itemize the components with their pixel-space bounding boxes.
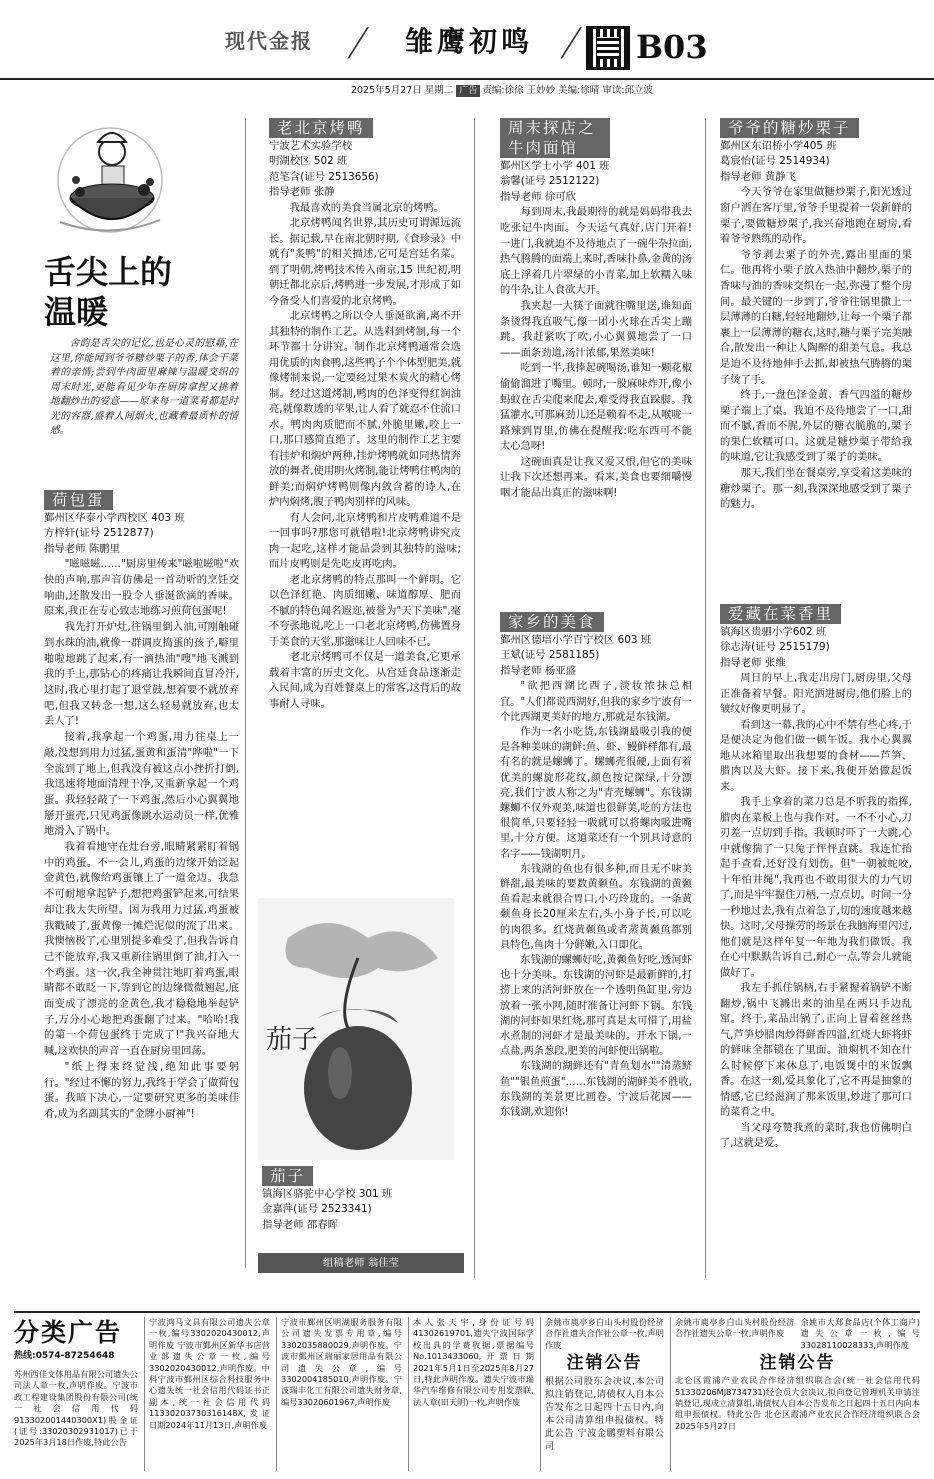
chef-illustration — [40, 112, 180, 244]
article-teacher: 指导老师 张维 — [720, 656, 786, 669]
article-teacher: 指导老师 黄静飞 — [720, 170, 797, 183]
paragraph: 我着看地守在灶台旁,眼睛紧紧盯着锅中的鸡蛋。不一会儿,鸡蛋的边缘开始泛起金黄色,就像给鸡蛋镶上了一道金边。我急不可耐地拿起铲子,想把鸡蛋铲起来,可结果却让我大失所望。因为我用力过猛,鸡蛋被我戳破了,蛋黄像一摊烂泥似的流了出来。我懊恼极了,心里别提多难受了,但我告诉自己不能放弃,我又重新往锅里倒了油,打入一个鸡蛋。这一次,我全神贯注地盯着鸡蛋,眼睛都不敢眨一下,等到它的边缘微微翘起,底面变成了漂亮的金黄色,我才稳稳地举起铲子,万分小心地把鸡蛋翻了过来。"哈哈!我的第一个荷包蛋终于完成了!"我兴奋地大喊,这欢快的声音一直在厨房里回荡。 — [44, 841, 239, 1058]
paragraph: 周日的早上,我走出房门,厨房里,父母正准备着早餐。阳光洒进厨房,他们脸上的皱纹好像更明显了。 — [720, 673, 912, 716]
article-heading: 爱藏在菜香里 — [720, 604, 841, 624]
paragraph: 吃到一半,我捧起碗喝汤,谁知一颗花椒偷偷溜进了嘴里。顿时,一股麻味炸开,像小蚂蚁在舌尖爬来爬去,难受得我直跺脚。我猛灌水,可那麻劲儿还是赖着不走,从喉咙一路辣到胃里,仿佛在提醒我:吃东西可不能太心急呀! — [500, 362, 692, 453]
ad-text: 本人张天宇,身份证号码41302619701,遗失宁波国际学校出具的学费收据,票据编号No.1013433060,开票日期2021年5月1日至2025年8月27日,特此声明作废。遗失宁波市瑞华汽车维修有限公司专用发票联,法人章(田天明)一枚,声明作废 — [408, 1317, 534, 1471]
paragraph: 我手上拿着的菜刀总是不听我的指挥,腊肉在菜板上也与我作对。一不不小心,刀刃差一点切到手指。我顿时吓了一大跳,心中就像揣了一只兔子怦怦直跳。我连忙抬起手查看,还好没有划伤。但"一朝被蛇咬,十年怕井绳",我再也不敢用很大的力气切了,而是牢牢握住刀柄,一点点切。时间一分一秒地过去,我有点着急了,切的速度越来越快。这时,父母操劳的场景在我脑海里闪过,他们就是这样年复一年地为我们做饭。我在心中默默告诉自己,耐心一点,等会儿就能做好了。 — [720, 797, 912, 979]
article-body — [500, 205, 692, 501]
ads-title: 分类广告 — [14, 1318, 123, 1347]
paragraph: 爷爷剥去栗子的外壳,露出里面的果仁。他再将小栗子放入热油中翻炒,栗子的香味与油的香味交织在一起,弥漫了整个房间。最关键的一步到了,爷爷往锅里撒上一层薄薄的白糖,轻轻地翻炒,让每一个栗子都裹上一层薄薄的糖衣,这时,糖与栗子完美融合,散发出一种让人陶醉的甜美气息。我总是迫不及待地伸手去抓,却被热气腾腾的栗子烫了手。 — [720, 248, 912, 386]
cancellation-title: 注销公告 — [566, 1353, 643, 1374]
paragraph: 我左手抓住锅柄,右手紧握着锅铲不断翻炒,锅中飞溅出来的油星在两只手边乱窜。终于,菜品出锅了,正向上冒着丝丝热气,芦笋炒腊肉炒得鲜香四溢,红烧大虾将虾的鲜味全都锁在了里面。油焖机不知在什么时候停下来休息了,电饭煲中的米饭飘香。在这一刻,爱具象化了,它不再是抽象的情感,它已经滋润了那米饭里,炒进了那可口的菜肴之中。 — [720, 983, 912, 1119]
article-heading: 茄子 — [262, 1166, 313, 1186]
ad-cancellation-2 — [670, 1317, 920, 1471]
paragraph: 我最喜欢的美食当属北京的烤鸭。 — [289, 201, 445, 214]
ad-tag: 广告 — [456, 85, 480, 97]
paragraph: 东钱湖的螺蛳好吃,黄颡鱼好吃,透河虾也十分美味。东钱湖的河虾是最新鲜的,打捞上来的活河虾放在一个透明鱼缸里,旁边放着一张小网,随时准备让河虾下锅。东钱湖的河虾如果红烧,那可真是太可惜了,用盐水煮制的河虾才是最美味的。开水下锅,一点盐,两条葱段,肥美的河虾便出锅啦。 — [500, 955, 692, 1058]
article-teacher: 指导老师 张静 — [269, 186, 335, 199]
article-teacher: 指导老师 陈鹏里 — [44, 542, 121, 555]
article-teacher: 指导老师 杨亚盛 — [500, 664, 577, 677]
dateline — [0, 84, 934, 98]
page-number: B03 — [636, 28, 708, 66]
paragraph: 每到周末,我最期待的就是妈妈带我去吃张记牛肉面。今天运气真好,店门开着!一进门,我就迫不及待地点了一碗牛杂拉面,热气腾腾的面端上来时,香味扑鼻,金黄的汤底上浮着几片翠绿的小青菜,加上软糯入味的牛杂,让人食欲大开。 — [500, 206, 692, 297]
article-niurou — [500, 118, 692, 502]
column-rule — [474, 118, 475, 1278]
feature-title — [44, 252, 172, 332]
article-author: 徐志涛(证号 2515179) — [720, 641, 830, 654]
ad-text: 余姚市鹿亭乡白山头村股份经济合作社遗失公章一枚,声明作废 — [675, 1317, 795, 1339]
paragraph: "嗞嗞嗞……"厨房里传来"嗞啦嗞啦"欢快的声响,那声音仿佛是一首动听的烹饪交响曲,还散发出一股令人垂涎欲滴的香味。原来,我正在专心致志地练习煎荷包蛋呢! — [44, 558, 239, 618]
column-rule — [705, 118, 706, 1278]
classified-ads — [14, 1311, 920, 1473]
paragraph: 接着,我拿起一个鸡蛋,用力往桌上一敲,没想到用力过猛,蛋黄和蛋清"哗啦"一下全流到了地上,但我没有被这点小挫折打倒,我迅速将地面清理干净,又重新拿起一个鸡蛋。我轻轻敲了一下鸡蛋,然后小心翼翼地掰开蛋壳,只见鸡蛋像跳水运动员一样,优雅地滑入了锅中。 — [44, 731, 239, 838]
article-jiaxiang — [500, 612, 692, 1120]
article-heading: 爷爷的糖炒栗子 — [720, 118, 859, 138]
ad-text: 余姚市鹿亭乡白山头村股份经济合作社遗失合作社公章一枚,声明作废 — [545, 1317, 664, 1350]
feature-intro: 舍韵是舌尖的记忆,也是心灵的慰藉,在这里,你能闻到爷爷糖炒栗子的香,体会干菜着的亲情;尝到牛肉面里麻辣与温暖交织的周末时光,更能看见少年在厨房拿捏又挑着地翻炒出的爱意——原来每一道菜肴都是时光的容器,盛着人间烟火,也藏着最质朴的情感。 — [50, 338, 238, 436]
article-lizi — [720, 118, 912, 513]
qr-code-icon — [586, 26, 630, 70]
article-school: 宁波艺术实验学校 — [269, 139, 353, 152]
article-teacher: 指导老师 徐可欣 — [500, 190, 577, 203]
paragraph: "欲把西湖比西子,淡妆浓抹总相宜。"人们都说西湖好,但我的家乡宁波有一个比西湖更美好的地方,那就是东钱湖。 — [500, 681, 692, 723]
column-rule — [245, 118, 246, 1268]
title-line: 温暖 — [44, 293, 109, 331]
painting-author: 金嘉萍(证号 2523341) — [262, 1203, 372, 1216]
section-title: 雏鹰初鸣 — [405, 25, 534, 58]
ad-cancellation-1 — [540, 1317, 664, 1471]
article-kaoya — [269, 118, 461, 712]
painting-caption: 茄子 — [266, 1025, 319, 1055]
article-aicang — [720, 604, 912, 1152]
staff-credits: 责编:徐徐 王妙妙 美编:徐晴 审读:邱立波 — [482, 85, 654, 96]
masthead — [0, 0, 934, 80]
paragraph: 终于,一盘色泽金黄、香气四溢的糖炒栗子端上了桌。我迫不及待地尝了一口,甜而不腻,香而不腥,外层的糖衣脆脆的,栗子的果仁软糯可口。这就是糖炒栗子带给我的味道,它让我感受到了栗子的美味。 — [720, 389, 912, 464]
paragraph: 东钱湖的鱼也有很多种,而且无不味美鲜甜,最美味的要数黄颡鱼。东钱湖的黄颡鱼看起来就很合胃口,小巧玲珑的。一条黄颡鱼身长20厘米左右,头小身子长,可以吃的肉很多。红烧黄颡鱼或者蒸黄颡鱼都别具特色,鱼肉十分鲜嫩,入口即化。 — [500, 863, 692, 951]
article-author: 方梓轩(证号 2512877) — [44, 527, 154, 540]
article-school: 镇海区贵驷小学602 班 — [720, 625, 827, 638]
article-body — [269, 201, 461, 713]
newspaper-name: 现代金报 — [225, 29, 313, 53]
paragraph: 作为一名小吃货,东钱湖最吸引我的便是各种美味的湖鲜:鱼、虾、鳗鲜样都有,最有名的就是螺蛳了。螺蛳壳很硬,上面有着优美的螺旋形花纹,颜色按记深绿,十分漂亮,我们宁波人称之为"青壳螺蛳"。东钱湖螺蛳不仅外观美,味道也很鲜美,吃的方法也很简单,只要轻轻一吸就可以将螺肉吸进嘴里,十分方便。这道菜还有一个别具诗意的名字——钱湖明月。 — [500, 726, 692, 860]
divider-slash: / — [344, 20, 372, 64]
paragraph: "纸上得来终觉浅,绝知此事要躬行。"经过不懈的努力,我终于学会了做荷包蛋。我暗下决心,一定要研究更多的美味佳肴,成为名副其实的"金牌小厨神"! — [44, 1060, 239, 1120]
article-class: 明湖校区 502 班 — [269, 155, 348, 168]
paragraph: 有人会问,北京烤鸭和片皮鸭难道不是一回事吗?那您可就错啦!北京烤鸭讲究皮肉一起吃,这样才能品尝到其独特的滋味;而片皮鸭则是先吃皮再吃肉。 — [269, 511, 461, 571]
ad-text: 余姚市大郑食品店(个体工商户)遗失公章一枚,编号33028110028333,声明作废 — [800, 1317, 920, 1350]
article-hebaodan — [44, 490, 239, 1123]
article-author: 翁馨(证号 2512122) — [500, 175, 600, 188]
ad-text: 宁波市鄞州区明湖服务服务有限公司遗失发票专用章,编号3302035880029,声明作废。宁波市鄞州区瑞丽家居用品有限公司遗失公章,编号3302004185010,声明作废。宁波瑞丰化工有限公司遗失财务章,编号33020601967,声明作废 — [276, 1317, 402, 1471]
paragraph: 北京烤鸭之所以令人垂涎欲滴,离不开其独特的制作工艺。从选料到烤制,每一个环节都十分讲究。制作北京烤鸭通常会选用优质的肉食鸭,这些鸭子个个体型肥美,就像烤制来说,一定要经过果木炭火的精心烤制。经过这道烤制,鸭肉的色泽变得红润油亮,就像数透的苹果,让人看了就忍不住流口水。鸭肉肉质肥而不腻,外脆里嫩,咬上一口,那口感简直绝了。这里的制作工艺主要有挂炉和焖炉两种,挂炉烤鸭就如同热情奔放的舞者,使用明火烤制,能让烤鸭住鸭肉的鲜美;而焖炉烤鸭则像内敛含蓄的诗人,在炉内焖烤,腹子鸭肉别样的风味。 — [269, 310, 461, 509]
paragraph: 今天爷爷在家里做糖炒栗子,阳光透过窗户洒在客厅里,爷爷手里提着一袋新鲜的栗子,要做糖炒栗子,我兴奋地跑在厨房,看着爷爷熟练的动作。 — [720, 186, 912, 246]
article-school: 鄞州区东诏桥小学405 班 — [720, 139, 837, 152]
article-heading: 荷包蛋 — [44, 490, 113, 510]
editor-credit: 组稿老师 翁佳莹 — [258, 1253, 464, 1273]
painting-teacher: 指导老师 邵春晖 — [262, 1218, 339, 1231]
ad-text: 北仑区霞浦产业农民合作经济组织联合会(统一社会信用代码51330206MJ8734731)经会员大会决议,拟向登记管理机关申请注销登记,现成立清算组,请债权人自本公告发布之日起四十五日内向本组申报债权。特此公告 北仑区霞浦产业农民合作经济组织联合会 2025年5月27日 — [675, 1375, 920, 1431]
article-body — [500, 679, 692, 1120]
article-heading: 老北京烤鸭 — [269, 118, 373, 138]
painting-school: 镇海区骆驼中心学校 301 班 — [262, 1187, 393, 1200]
paragraph: 老北京烤鸭可不仅是一道美食,它更承载着丰富的历史文化。从宫廷食品逐渐走入民间,成为百姓餐桌上的常客,这背后的故事耐人寻味。 — [269, 651, 461, 710]
paragraph: 东钱湖的湖鲜还有"青鱼划水""清蒸鲚鱼""银鱼煎蛋"……东钱湖的湖鲜美不胜收,东钱湖的美景更比画卷。宁波后花园——东钱湖,欢迎你! — [500, 1061, 692, 1119]
date: 2025年5月27日 星期二 — [350, 85, 454, 96]
paragraph: 这碗面真是让我又爱又恨,但它的美味让我下次还想再来。看来,美食也要细嚼慢咽才能品出真正的滋味啊! — [500, 455, 692, 500]
article-body — [720, 671, 912, 1152]
eggplant-painting — [258, 898, 454, 1160]
ad-text: 根据公司股东会决议,本公司拟注销登记,请债权人自本公告发布之日起四十五日内,向本公司清算组申报债权。特此公告 宁波金鹏塑料有限公司 — [545, 1376, 664, 1453]
paragraph: 老北京烤鸭的特点那叫一个鲜明。它以色泽红艳、肉质细嫩、味道醇厚、肥而不腻的特色闻名遐迩,被誉为"天下美味",毫不夸张地说,吃上一口老北京烤鸭,仿佛置身于美食的天堂,那滋味让人回味不已。 — [269, 573, 461, 648]
article-school: 鄞州区学士小学 401 班 — [500, 159, 610, 172]
paragraph: 看到这一幕,我的心中不禁有些心疼,于是便决定为他们做一顿午饭。我小心翼翼地从冰箱里取出我想要的食材——芦笋、腊肉以及大虾。接下来,我便开始做起饭来。 — [720, 719, 912, 793]
ad-text: 苏州西佳文体用品有限公司遗失公司法人章一枚,声明作废。宁波市政工程建设集团股份有限公司(统一社会信用代码 913302001440300X1)股金证(证号:33020302931017)已于2025年3月18日作废,特此公告 — [14, 1369, 138, 1448]
title-line: 舌尖上的 — [44, 253, 173, 291]
article-heading: 周末探店之牛肉面馆 — [500, 118, 610, 158]
paragraph: 我夹起一大筷子面就往嘴里送,谁知面条烫得我直吸气,像一团小火球在舌尖上蹦跳。我赶紧吹了吹,小心翼翼地尝了一口——面条劲道,汤汁浓郁,果然美味! — [500, 299, 692, 359]
paragraph: 我先打开炉灶,往锅里倒入油,可刚触碰到水珠的油,就像一群调皮捣蛋的孩子,噼里啪啦地跳了起来,有一滴热油"嗖"地飞溅到我的手上,那钻心的疼痛让我瞬间直冒冷汗,这时,我心里打起了退堂鼓,想着要不就放弃吧,但我又转念一想,这么轻易就放弃,也太丢人了! — [44, 621, 239, 728]
article-author: 葛宸怡(证号 2514934) — [720, 155, 830, 168]
article-body — [44, 557, 239, 1122]
article-school: 鄞州区华泰小学西校区 403 班 — [44, 511, 185, 524]
divider-slash: / — [557, 20, 585, 64]
article-heading: 家乡的美食 — [500, 612, 604, 632]
paragraph: 北京烤鸭闻名世界,其历史可谓源远流长。据记载,早在南北朝时期,《食珍录》中就有"炙鸭"的相关描述,它可是宫廷名菜。到了明朝,烤鸭技术传入南京,15 世纪初,明朝迁都北京后,烤鸭进一步发展,才形成了如今备受人们喜爱的北京烤鸭。 — [269, 217, 461, 307]
painting-credit — [262, 1166, 462, 1233]
article-school: 鄞州区德培小学百宁校区 603 班 — [500, 633, 652, 646]
ads-hotline: 热线:0574-87254648 — [14, 1351, 115, 1361]
article-body — [720, 185, 912, 512]
article-author: 范笔含(证号 2513656) — [269, 170, 379, 183]
paragraph: 当父母夸赞我煮的菜时,我也仿佛明白了,这就是爱。 — [720, 1122, 912, 1150]
article-author: 王斌(证号 2581185) — [500, 649, 600, 662]
paragraph: 那天,我们坐在餐桌旁,享受着这美味的糖炒栗子。那一刻,我深深地感受到了栗子的魅力。 — [720, 467, 912, 511]
cancellation-title: 注销公告 — [759, 1353, 836, 1374]
ad-text: 宁波鸿马文具有限公司遗失公章一枚,编号3302020430012,声明作废 宁波市鄞州区新华书店营业部遗失公章一枚,编号3302020430012,声明作废。中科宁波市鄞州区综合科技服务中心遗失统一社会信用代码证书正副本,统一社会信用代码11330203730316148X,发证日期2024年11月13日,声明作废 — [144, 1317, 270, 1471]
ads-header — [14, 1317, 138, 1471]
